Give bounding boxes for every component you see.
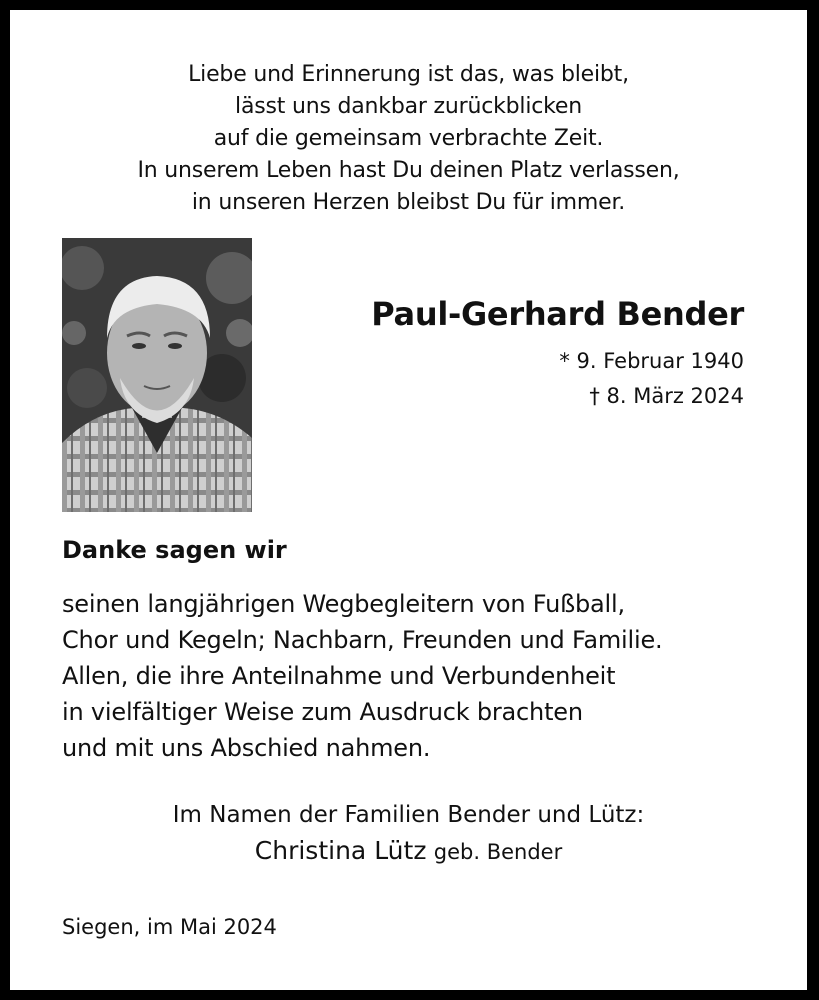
portrait-photo xyxy=(62,238,252,512)
place-and-date: Siegen, im Mai 2024 xyxy=(62,915,277,939)
poem-line: Liebe und Erinnerung ist das, was bleibt, xyxy=(188,62,629,87)
poem-line: In unserem Leben hast Du deinen Platz verlassen, xyxy=(137,158,680,183)
thanks-line: Allen, die ihre Anteilnahme und Verbundenheit xyxy=(62,662,616,690)
poem-line: lässt uns dankbar zurückblicken xyxy=(235,94,582,119)
thanks-line: seinen langjährigen Wegbegleitern von Fußball, xyxy=(62,590,625,618)
thanks-text xyxy=(62,586,662,766)
thanks-line: und mit uns Abschied nahmen. xyxy=(62,734,431,762)
signoff xyxy=(10,797,807,870)
birth-date: * 9. Februar 1940 xyxy=(559,349,744,373)
thanks-line: in vielfältiger Weise zum Ausdruck brachten xyxy=(62,698,583,726)
poem-line: in unseren Herzen bleibst Du für immer. xyxy=(191,190,626,215)
death-date: † 8. März 2024 xyxy=(589,384,744,408)
signer-line xyxy=(10,833,807,870)
on-behalf-line: Im Namen der Familien Bender und Lütz: xyxy=(172,802,645,828)
signer-name: Christina Lütz xyxy=(254,836,427,865)
memorial-poem xyxy=(10,59,807,219)
life-dates xyxy=(559,344,744,414)
deceased-name: Paul-Gerhard Bender xyxy=(371,295,744,333)
obituary-notice xyxy=(10,10,807,990)
poem-line: auf die gemeinsam verbrachte Zeit. xyxy=(213,126,604,151)
thanks-line: Chor und Kegeln; Nachbarn, Freunden und Familie. xyxy=(62,626,663,654)
portrait-illustration xyxy=(62,238,252,512)
maiden-name: geb. Bender xyxy=(433,840,563,864)
thanks-heading: Danke sagen wir xyxy=(62,536,287,564)
